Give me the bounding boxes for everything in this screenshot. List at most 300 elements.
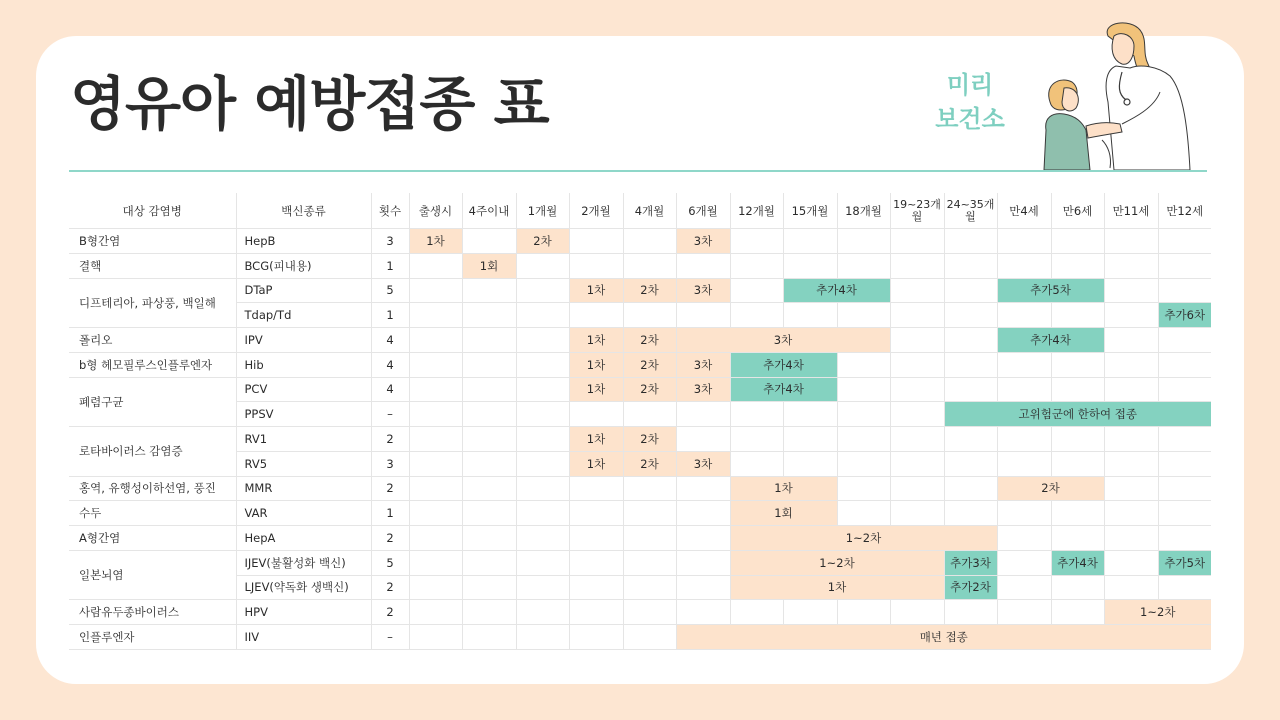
dose-count-cell: 4	[371, 328, 409, 353]
schedule-dose-cell: 2차	[623, 377, 676, 402]
schedule-empty-cell	[1104, 575, 1158, 600]
schedule-empty-cell	[1104, 526, 1158, 551]
vaccine-cell: Tdap/Td	[236, 303, 371, 328]
title-divider	[69, 170, 1207, 172]
schedule-empty-cell	[623, 501, 676, 526]
schedule-empty-cell	[837, 402, 890, 427]
schedule-empty-cell	[997, 427, 1051, 452]
schedule-empty-cell	[1158, 352, 1211, 377]
schedule-empty-cell	[516, 550, 569, 575]
table-row	[69, 575, 1211, 600]
schedule-empty-cell	[676, 501, 730, 526]
schedule-empty-cell	[730, 278, 783, 303]
schedule-dose-cell: 2차	[623, 352, 676, 377]
schedule-empty-cell	[409, 550, 462, 575]
schedule-empty-cell	[623, 575, 676, 600]
dose-count-cell: 2	[371, 427, 409, 452]
schedule-empty-cell	[997, 575, 1051, 600]
schedule-empty-cell	[783, 427, 837, 452]
disease-cell: 디프테리아, 파상풍, 백일해	[69, 278, 236, 328]
schedule-empty-cell	[516, 253, 569, 278]
schedule-empty-cell	[997, 303, 1051, 328]
dose-count-cell: –	[371, 625, 409, 650]
schedule-empty-cell	[409, 600, 462, 625]
schedule-empty-cell	[1158, 476, 1211, 501]
header-cell: 만12세	[1158, 193, 1211, 229]
header-cell: 6개월	[676, 193, 730, 229]
schedule-empty-cell	[944, 476, 997, 501]
table-row	[69, 427, 1211, 452]
table-row	[69, 253, 1211, 278]
schedule-empty-cell	[730, 451, 783, 476]
schedule-empty-cell	[837, 377, 890, 402]
vaccine-cell: PPSV	[236, 402, 371, 427]
schedule-empty-cell	[1104, 550, 1158, 575]
schedule-empty-cell	[1158, 501, 1211, 526]
schedule-empty-cell	[997, 600, 1051, 625]
vaccine-cell: HPV	[236, 600, 371, 625]
schedule-empty-cell	[462, 451, 516, 476]
schedule-empty-cell	[409, 278, 462, 303]
header-cell: 횟수	[371, 193, 409, 229]
schedule-empty-cell	[997, 253, 1051, 278]
disease-cell: 일본뇌염	[69, 550, 236, 600]
schedule-empty-cell	[676, 526, 730, 551]
table-row	[69, 278, 1211, 303]
dose-count-cell: 5	[371, 278, 409, 303]
vaccine-cell: PCV	[236, 377, 371, 402]
schedule-empty-cell	[944, 427, 997, 452]
schedule-dose-cell: 1차	[569, 352, 623, 377]
vaccine-cell: IIV	[236, 625, 371, 650]
table-row	[69, 600, 1211, 625]
schedule-empty-cell	[516, 352, 569, 377]
schedule-dose-cell: 추가5차	[1158, 550, 1211, 575]
schedule-empty-cell	[409, 427, 462, 452]
schedule-empty-cell	[676, 253, 730, 278]
schedule-dose-cell: 추가3차	[944, 550, 997, 575]
schedule-empty-cell	[462, 278, 516, 303]
schedule-empty-cell	[516, 278, 569, 303]
schedule-empty-cell	[890, 278, 944, 303]
schedule-empty-cell	[997, 451, 1051, 476]
table-row	[69, 328, 1211, 353]
brand-logo	[920, 68, 1020, 136]
header-cell: 12개월	[730, 193, 783, 229]
schedule-empty-cell	[569, 575, 623, 600]
schedule-empty-cell	[516, 451, 569, 476]
schedule-dose-cell: 3차	[676, 229, 730, 254]
schedule-empty-cell	[890, 501, 944, 526]
schedule-dose-cell: 1차	[409, 229, 462, 254]
schedule-empty-cell	[837, 600, 890, 625]
disease-cell: 홍역, 유행성이하선염, 풍진	[69, 476, 236, 501]
schedule-empty-cell	[1158, 451, 1211, 476]
schedule-empty-cell	[462, 328, 516, 353]
schedule-empty-cell	[944, 501, 997, 526]
schedule-dose-cell: 1~2차	[730, 550, 944, 575]
schedule-empty-cell	[462, 402, 516, 427]
schedule-dose-cell: 추가5차	[997, 278, 1104, 303]
dose-count-cell: 1	[371, 501, 409, 526]
header-cell: 2개월	[569, 193, 623, 229]
dose-count-cell: –	[371, 402, 409, 427]
schedule-dose-cell: 3차	[676, 278, 730, 303]
schedule-empty-cell	[997, 352, 1051, 377]
schedule-empty-cell	[890, 303, 944, 328]
schedule-empty-cell	[944, 377, 997, 402]
schedule-empty-cell	[409, 377, 462, 402]
schedule-dose-cell: 3차	[676, 451, 730, 476]
schedule-empty-cell	[409, 402, 462, 427]
disease-cell: b형 헤모필루스인플루엔자	[69, 352, 236, 377]
schedule-empty-cell	[676, 402, 730, 427]
schedule-empty-cell	[516, 501, 569, 526]
schedule-empty-cell	[783, 451, 837, 476]
schedule-empty-cell	[890, 377, 944, 402]
schedule-empty-cell	[837, 352, 890, 377]
schedule-empty-cell	[1104, 352, 1158, 377]
schedule-empty-cell	[676, 476, 730, 501]
schedule-empty-cell	[462, 526, 516, 551]
schedule-empty-cell	[569, 625, 623, 650]
schedule-empty-cell	[1051, 451, 1104, 476]
schedule-empty-cell	[944, 451, 997, 476]
schedule-empty-cell	[890, 476, 944, 501]
schedule-empty-cell	[569, 402, 623, 427]
table-row	[69, 625, 1211, 650]
schedule-empty-cell	[1051, 575, 1104, 600]
schedule-empty-cell	[890, 352, 944, 377]
schedule-dose-cell: 1차	[569, 328, 623, 353]
schedule-empty-cell	[730, 402, 783, 427]
schedule-empty-cell	[462, 352, 516, 377]
schedule-empty-cell	[623, 550, 676, 575]
schedule-empty-cell	[569, 476, 623, 501]
schedule-empty-cell	[409, 625, 462, 650]
schedule-dose-cell: 2차	[997, 476, 1104, 501]
schedule-empty-cell	[1158, 526, 1211, 551]
schedule-empty-cell	[837, 253, 890, 278]
dose-count-cell: 2	[371, 476, 409, 501]
schedule-empty-cell	[1051, 253, 1104, 278]
schedule-empty-cell	[1051, 229, 1104, 254]
schedule-empty-cell	[1104, 328, 1158, 353]
page-title: 영유아 예방접종 표	[70, 70, 549, 138]
schedule-empty-cell	[569, 303, 623, 328]
schedule-empty-cell	[569, 550, 623, 575]
schedule-empty-cell	[944, 278, 997, 303]
vaccine-cell: MMR	[236, 476, 371, 501]
header-cell: 19~23개월	[890, 193, 944, 229]
schedule-empty-cell	[890, 427, 944, 452]
schedule-empty-cell	[837, 501, 890, 526]
schedule-empty-cell	[1051, 352, 1104, 377]
vaccine-cell: BCG(피내용)	[236, 253, 371, 278]
header-cell: 만4세	[997, 193, 1051, 229]
schedule-empty-cell	[569, 253, 623, 278]
vaccine-cell: HepB	[236, 229, 371, 254]
schedule-empty-cell	[623, 402, 676, 427]
header-cell: 출생시	[409, 193, 462, 229]
schedule-empty-cell	[516, 575, 569, 600]
schedule-empty-cell	[623, 229, 676, 254]
schedule-empty-cell	[944, 253, 997, 278]
schedule-dose-cell: 매년 접종	[676, 625, 1211, 650]
header-cell: 만6세	[1051, 193, 1104, 229]
dose-count-cell: 4	[371, 377, 409, 402]
table-row	[69, 476, 1211, 501]
table-row	[69, 526, 1211, 551]
schedule-empty-cell	[1051, 501, 1104, 526]
schedule-empty-cell	[569, 229, 623, 254]
schedule-empty-cell	[516, 377, 569, 402]
table-row	[69, 550, 1211, 575]
schedule-dose-cell: 2차	[623, 278, 676, 303]
schedule-empty-cell	[462, 229, 516, 254]
vaccine-cell: RV1	[236, 427, 371, 452]
schedule-dose-cell: 1차	[569, 377, 623, 402]
schedule-dose-cell: 1회	[462, 253, 516, 278]
schedule-empty-cell	[944, 352, 997, 377]
schedule-dose-cell: 2차	[623, 451, 676, 476]
schedule-empty-cell	[409, 501, 462, 526]
schedule-dose-cell: 2차	[623, 328, 676, 353]
vaccine-cell: DTaP	[236, 278, 371, 303]
header-cell: 대상 감염병	[69, 193, 236, 229]
dose-count-cell: 2	[371, 600, 409, 625]
schedule-empty-cell	[1104, 229, 1158, 254]
schedule-empty-cell	[623, 303, 676, 328]
schedule-empty-cell	[676, 575, 730, 600]
header-cell: 24~35개월	[944, 193, 997, 229]
schedule-empty-cell	[730, 253, 783, 278]
schedule-empty-cell	[837, 229, 890, 254]
schedule-empty-cell	[516, 625, 569, 650]
disease-cell: 폴리오	[69, 328, 236, 353]
schedule-empty-cell	[783, 402, 837, 427]
dose-count-cell: 4	[371, 352, 409, 377]
schedule-dose-cell: 2차	[516, 229, 569, 254]
schedule-empty-cell	[997, 526, 1051, 551]
schedule-empty-cell	[676, 600, 730, 625]
doctor-child-illustration	[1030, 22, 1200, 172]
disease-cell: B형간염	[69, 229, 236, 254]
schedule-empty-cell	[676, 427, 730, 452]
schedule-empty-cell	[1104, 377, 1158, 402]
vaccine-cell: VAR	[236, 501, 371, 526]
schedule-dose-cell: 추가4차	[1051, 550, 1104, 575]
schedule-empty-cell	[409, 328, 462, 353]
schedule-empty-cell	[676, 303, 730, 328]
schedule-empty-cell	[944, 303, 997, 328]
disease-cell: 폐렴구균	[69, 377, 236, 427]
schedule-empty-cell	[462, 600, 516, 625]
schedule-dose-cell: 3차	[676, 352, 730, 377]
schedule-dose-cell: 1차	[730, 476, 837, 501]
schedule-empty-cell	[944, 328, 997, 353]
schedule-empty-cell	[997, 377, 1051, 402]
schedule-dose-cell: 1회	[730, 501, 837, 526]
schedule-empty-cell	[783, 229, 837, 254]
schedule-dose-cell: 고위험군에 한하여 접종	[944, 402, 1211, 427]
schedule-empty-cell	[1158, 575, 1211, 600]
schedule-empty-cell	[944, 229, 997, 254]
schedule-dose-cell: 1차	[569, 451, 623, 476]
disease-cell: 사람유두종바이러스	[69, 600, 236, 625]
schedule-empty-cell	[516, 476, 569, 501]
schedule-dose-cell: 추가4차	[730, 352, 837, 377]
schedule-dose-cell: 1차	[569, 278, 623, 303]
schedule-empty-cell	[783, 303, 837, 328]
schedule-empty-cell	[409, 575, 462, 600]
schedule-empty-cell	[1104, 427, 1158, 452]
schedule-empty-cell	[516, 402, 569, 427]
schedule-empty-cell	[409, 526, 462, 551]
schedule-empty-cell	[409, 303, 462, 328]
schedule-empty-cell	[997, 229, 1051, 254]
vaccine-cell: Hib	[236, 352, 371, 377]
schedule-empty-cell	[462, 303, 516, 328]
schedule-empty-cell	[1158, 253, 1211, 278]
table-row	[69, 451, 1211, 476]
schedule-empty-cell	[1051, 600, 1104, 625]
schedule-empty-cell	[730, 303, 783, 328]
schedule-empty-cell	[1104, 278, 1158, 303]
schedule-empty-cell	[837, 476, 890, 501]
schedule-empty-cell	[516, 427, 569, 452]
schedule-empty-cell	[623, 625, 676, 650]
dose-count-cell: 2	[371, 575, 409, 600]
schedule-empty-cell	[623, 476, 676, 501]
schedule-empty-cell	[409, 253, 462, 278]
vaccine-cell: RV5	[236, 451, 371, 476]
schedule-empty-cell	[623, 526, 676, 551]
schedule-empty-cell	[676, 550, 730, 575]
schedule-empty-cell	[837, 451, 890, 476]
schedule-empty-cell	[623, 253, 676, 278]
schedule-empty-cell	[997, 550, 1051, 575]
schedule-empty-cell	[1158, 377, 1211, 402]
dose-count-cell: 3	[371, 451, 409, 476]
schedule-empty-cell	[462, 476, 516, 501]
schedule-empty-cell	[516, 600, 569, 625]
schedule-empty-cell	[890, 229, 944, 254]
schedule-dose-cell: 추가4차	[783, 278, 890, 303]
schedule-empty-cell	[890, 328, 944, 353]
header-cell: 백신종류	[236, 193, 371, 229]
schedule-empty-cell	[1051, 427, 1104, 452]
vaccine-cell: LJEV(약독화 생백신)	[236, 575, 371, 600]
schedule-empty-cell	[1104, 501, 1158, 526]
dose-count-cell: 2	[371, 526, 409, 551]
schedule-empty-cell	[462, 427, 516, 452]
table-row	[69, 402, 1211, 427]
vaccine-cell: IPV	[236, 328, 371, 353]
table-row	[69, 501, 1211, 526]
header-cell: 4개월	[623, 193, 676, 229]
schedule-empty-cell	[569, 526, 623, 551]
schedule-empty-cell	[730, 600, 783, 625]
schedule-empty-cell	[516, 303, 569, 328]
schedule-empty-cell	[462, 575, 516, 600]
schedule-empty-cell	[1158, 328, 1211, 353]
schedule-empty-cell	[837, 427, 890, 452]
schedule-dose-cell: 추가4차	[730, 377, 837, 402]
schedule-dose-cell: 1~2차	[1104, 600, 1211, 625]
schedule-empty-cell	[1051, 377, 1104, 402]
schedule-empty-cell	[623, 600, 676, 625]
header-cell: 18개월	[837, 193, 890, 229]
schedule-empty-cell	[462, 550, 516, 575]
schedule-empty-cell	[890, 402, 944, 427]
schedule-dose-cell: 2차	[623, 427, 676, 452]
brand-line-1: 미리	[946, 71, 994, 99]
schedule-empty-cell	[837, 303, 890, 328]
schedule-empty-cell	[569, 600, 623, 625]
disease-cell: 인플루엔자	[69, 625, 236, 650]
schedule-dose-cell: 1~2차	[730, 526, 997, 551]
schedule-dose-cell: 3차	[676, 377, 730, 402]
dose-count-cell: 3	[371, 229, 409, 254]
schedule-empty-cell	[730, 229, 783, 254]
schedule-dose-cell: 추가6차	[1158, 303, 1211, 328]
disease-cell: 수두	[69, 501, 236, 526]
schedule-empty-cell	[1158, 229, 1211, 254]
schedule-empty-cell	[783, 253, 837, 278]
schedule-empty-cell	[783, 600, 837, 625]
schedule-dose-cell: 추가4차	[997, 328, 1104, 353]
schedule-empty-cell	[409, 451, 462, 476]
schedule-empty-cell	[1158, 278, 1211, 303]
dose-count-cell: 1	[371, 253, 409, 278]
disease-cell: 로타바이러스 감염증	[69, 427, 236, 477]
schedule-empty-cell	[890, 451, 944, 476]
header-cell: 1개월	[516, 193, 569, 229]
schedule-empty-cell	[462, 501, 516, 526]
schedule-empty-cell	[997, 501, 1051, 526]
schedule-empty-cell	[1104, 253, 1158, 278]
schedule-empty-cell	[462, 625, 516, 650]
schedule-empty-cell	[730, 427, 783, 452]
schedule-empty-cell	[944, 600, 997, 625]
header-cell: 만11세	[1104, 193, 1158, 229]
vaccine-cell: IJEV(불활성화 백신)	[236, 550, 371, 575]
vaccine-cell: HepA	[236, 526, 371, 551]
table-row	[69, 352, 1211, 377]
table-header-row	[69, 193, 1211, 229]
schedule-empty-cell	[409, 352, 462, 377]
schedule-empty-cell	[409, 476, 462, 501]
header-cell: 15개월	[783, 193, 837, 229]
disease-cell: 결핵	[69, 253, 236, 278]
dose-count-cell: 1	[371, 303, 409, 328]
table-row	[69, 229, 1211, 254]
schedule-empty-cell	[569, 501, 623, 526]
schedule-empty-cell	[1051, 526, 1104, 551]
header-cell: 4주이내	[462, 193, 516, 229]
schedule-empty-cell	[890, 600, 944, 625]
schedule-empty-cell	[1104, 451, 1158, 476]
brand-line-2: 보건소	[935, 105, 1005, 133]
dose-count-cell: 5	[371, 550, 409, 575]
schedule-dose-cell: 1차	[569, 427, 623, 452]
schedule-empty-cell	[1104, 303, 1158, 328]
table-row	[69, 303, 1211, 328]
schedule-empty-cell	[1051, 303, 1104, 328]
schedule-empty-cell	[516, 328, 569, 353]
table-row	[69, 377, 1211, 402]
